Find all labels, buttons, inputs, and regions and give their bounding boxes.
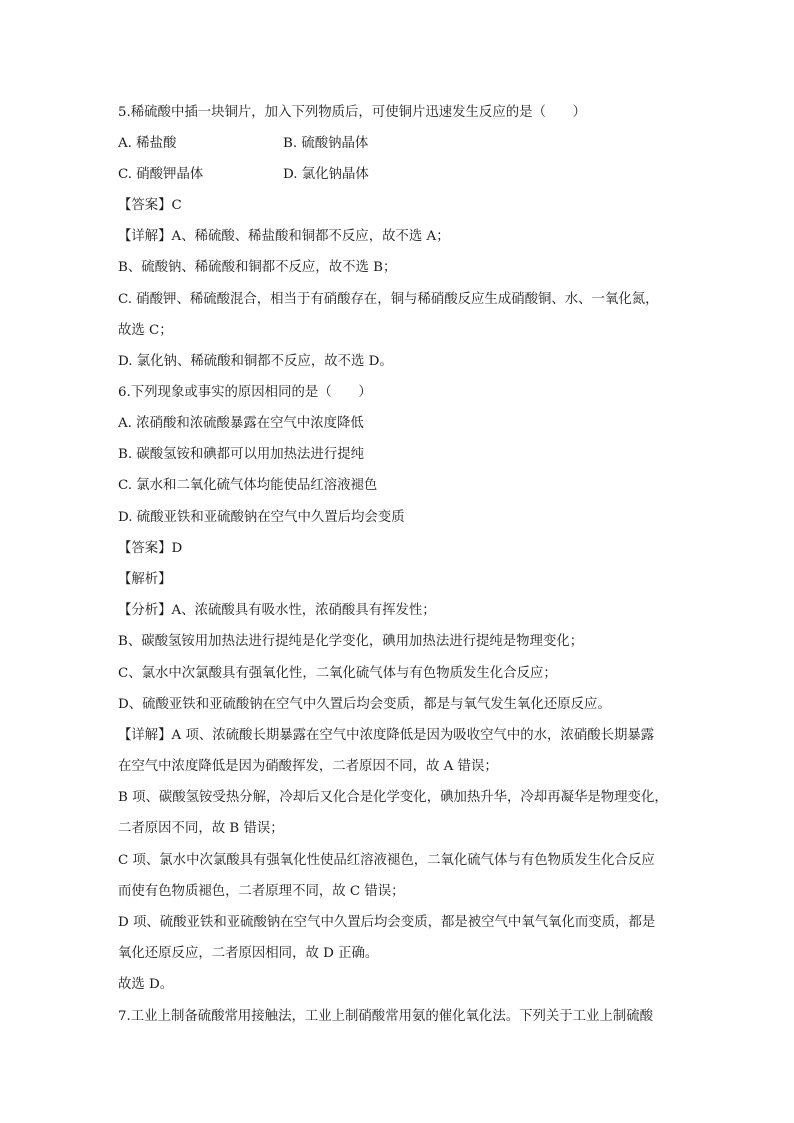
question-6-detail-a-line1: 【详解】A 项、浓硫酸长期暴露在空气中浓度降低是因为吸收空气中的水，浓硝酸长期暴露	[118, 728, 655, 743]
question-5-option-b: B. 硫酸钠晶体	[283, 136, 369, 151]
question-6-detail-c-line1: C 项、氯水中次氯酸具有强氧化性使品红溶液褪色，二氧化硫气体与有色物质发生化合反应	[118, 853, 655, 868]
question-6-analysis-title: 【解析】	[118, 572, 172, 587]
question-6-analysis-a: 【分析】A、浓硫酸具有吸水性，浓硝酸具有挥发性；	[118, 603, 436, 618]
question-6-analysis-b: B、碳酸氢铵用加热法进行提纯是化学变化，碘用加热法进行提纯是物理变化；	[118, 634, 584, 649]
question-7-stem: 7.工业上制备硫酸常用接触法，工业上制硝酸常用氨的催化氧化法。下列关于工业上制硫酸	[118, 1009, 654, 1024]
question-6-detail-c-line2: 而使有色物质褪色，二者原理不同，故 C 错误；	[118, 884, 405, 899]
question-6-option-b: B. 碳酸氢铵和碘都可以用加热法进行提纯	[118, 447, 364, 462]
question-5-answer: 【答案】C	[118, 198, 182, 213]
question-5-detail-d: D. 氯化钠、稀硫酸和铜都不反应，故不选 D。	[118, 354, 393, 369]
question-5-option-c: C. 硝酸钾晶体	[118, 167, 204, 182]
question-5-option-a: A. 稀盐酸	[118, 136, 177, 151]
question-6-detail-d-line2: 氧化还原反应，二者原因相同，故 D 正确。	[118, 946, 379, 961]
question-6-answer: 【答案】D	[118, 541, 183, 556]
question-6-option-d: D. 硫酸亚铁和亚硫酸钠在空气中久置后均会变质	[118, 510, 405, 525]
question-6-detail-b-line1: B 项、碳酸氢铵受热分解，冷却后又化合是化学变化，碘加热升华，冷却再凝华是物理变化，	[118, 790, 668, 805]
question-5-stem: 5.稀硫酸中插一块铜片，加入下列物质后，可使铜片迅速发生反应的是（ ）	[118, 105, 587, 120]
question-5-detail-c-line1: C. 硝酸钾、稀硫酸混合，相当于有硝酸存在，铜与稀硝酸反应生成硝酸铜、水、一氧化氮，	[118, 292, 659, 307]
question-5-detail-c-line2: 故选 C；	[118, 323, 173, 338]
question-6-option-a: A. 浓硝酸和浓硫酸暴露在空气中浓度降低	[118, 416, 364, 431]
question-6-stem: 6.下列现象或事实的原因相同的是（ ）	[118, 385, 372, 400]
question-6-analysis-d: D、硫酸亚铁和亚硫酸钠在空气中久置后均会变质，都是与氧气发生氧化还原反应。	[118, 697, 611, 712]
question-5-option-d: D. 氯化钠晶体	[283, 167, 369, 182]
question-6-detail-d-line1: D 项、硫酸亚铁和亚硫酸钠在空气中久置后均会变质，都是被空气中氧气氧化而变质，都是	[118, 915, 656, 930]
question-6-analysis-c: C、氯水中次氯酸具有强氧化性，二氧化硫气体与有色物质发生化合反应；	[118, 666, 557, 681]
question-6-detail-b-line2: 二者原因不同，故 B 错误；	[118, 821, 284, 836]
question-5-detail-a: 【详解】A、稀硫酸、稀盐酸和铜都不反应，故不选 A；	[118, 229, 450, 244]
question-6-option-c: C. 氯水和二氧化硫气体均能使品红溶液褪色	[118, 478, 378, 493]
question-5-detail-b: B、硫酸钠、稀硫酸和铜都不反应，故不选 B；	[118, 260, 397, 275]
question-6-detail-a-line2: 在空气中浓度降低是因为硝酸挥发，二者原因不同，故 A 错误；	[118, 759, 498, 774]
question-6-conclusion: 故选 D。	[118, 977, 174, 992]
